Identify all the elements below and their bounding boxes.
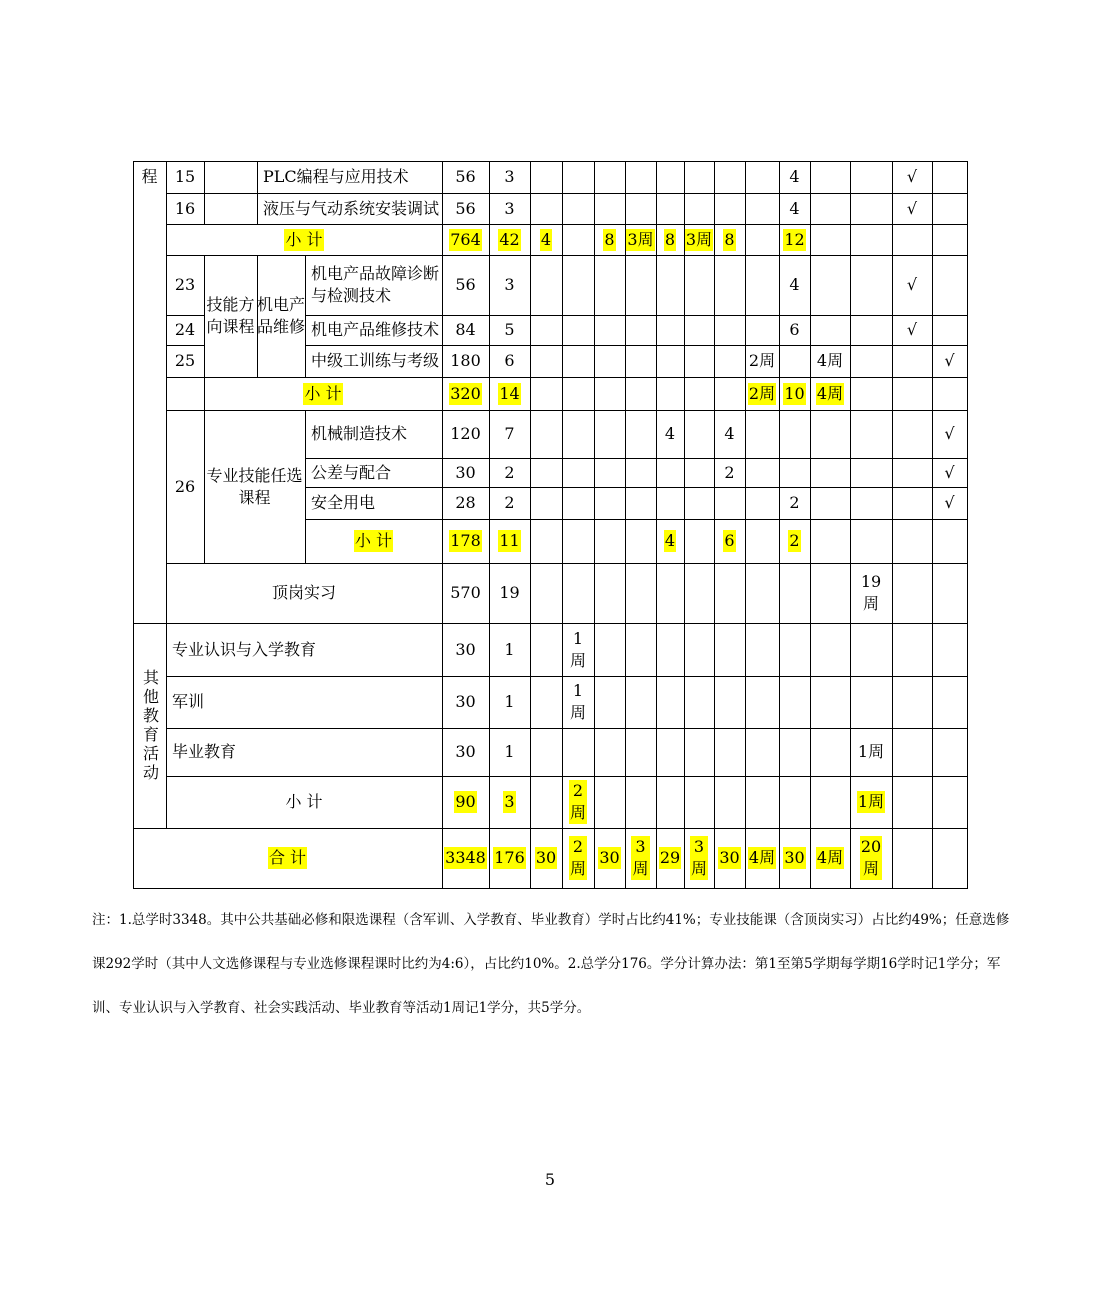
cell-c-24-hrs	[442, 315, 489, 345]
cell-text: 4周	[816, 383, 844, 403]
cell-text: 42	[499, 229, 520, 249]
cell-c-15-name	[257, 161, 442, 193]
cell-text: 小 计	[304, 383, 342, 403]
cell-c-intern-cr	[489, 563, 530, 623]
cell-text: √	[944, 424, 955, 443]
cell-c-orient-cr	[489, 623, 530, 676]
cell-text: 26	[174, 476, 196, 496]
cell-text: 1	[504, 692, 515, 711]
cell-text: 顶岗实习	[271, 583, 336, 602]
cell-text: 合 计	[268, 848, 307, 867]
cell-text: 30	[719, 848, 740, 867]
cell-text: 10	[784, 383, 805, 403]
cell-text: 15	[174, 167, 196, 186]
cell-c-orient-hrs	[442, 623, 489, 676]
cell-c-25	[166, 345, 204, 377]
cell-c-safe-s5a	[779, 487, 810, 519]
cell-sub2-label	[204, 377, 442, 410]
cell-text: 30	[784, 848, 805, 867]
cell-c-25-s4b	[745, 345, 779, 377]
cell-tot-s1b	[562, 828, 594, 888]
cell-text: 2	[789, 531, 800, 550]
cell-c-mil-cr	[489, 676, 530, 728]
cell-c-24-name	[305, 315, 442, 345]
cell-text: 3 周	[690, 837, 707, 878]
cell-text: 90	[455, 792, 476, 811]
cell-c-23-name	[305, 255, 442, 315]
cell-text: 24	[174, 320, 196, 339]
cell-c-25-name	[305, 345, 442, 377]
cell-tot-s2a	[594, 828, 625, 888]
cell-c-23-exam	[892, 255, 932, 315]
cell-text: 2周	[748, 383, 776, 403]
cell-c-safe-chk	[932, 487, 967, 519]
cell-sub1-s3a	[656, 224, 684, 255]
cell-text: 30	[599, 848, 620, 867]
cell-sub4-cr	[489, 776, 530, 828]
cell-c-25-s5b	[810, 345, 850, 377]
cell-text: 公差与配合	[311, 462, 392, 482]
cell-text: 120	[450, 424, 481, 443]
cell-text: 56	[455, 167, 476, 186]
cell-c-other	[133, 623, 166, 828]
cell-text: 19 周	[860, 572, 882, 613]
cell-text: 30	[455, 639, 476, 659]
cell-c-skill-dir	[204, 255, 257, 377]
cell-text: 4	[540, 229, 552, 249]
cell-sub2-s5b	[810, 377, 850, 410]
cell-c-intern	[166, 563, 442, 623]
cell-tot-s1a	[530, 828, 562, 888]
cell-text: 液压与气动系统安装调试	[263, 198, 440, 218]
cell-c-16-cr	[489, 193, 530, 224]
cell-c-tol-s4a	[714, 458, 745, 487]
cell-sub4-hrs	[442, 776, 489, 828]
cell-c-16-exam	[892, 193, 932, 224]
cell-text: 机械制造技术	[311, 424, 408, 443]
cell-text: 4	[789, 167, 800, 186]
cell-text: 20 周	[860, 837, 882, 878]
cell-c-15-hrs	[442, 161, 489, 193]
cell-c-25-cr	[489, 345, 530, 377]
cell-c-16-s5	[779, 193, 810, 224]
cell-text: 320	[450, 383, 481, 403]
cell-c-mil-hrs	[442, 676, 489, 728]
cell-c-orient	[166, 623, 442, 676]
cell-c-mfg-s4a	[714, 410, 745, 458]
cell-text: 2 周	[569, 781, 586, 822]
cell-c-16-hrs	[442, 193, 489, 224]
cell-text: 6	[789, 320, 800, 339]
cell-text: 1周	[857, 792, 885, 811]
cell-tot-s5b	[810, 828, 850, 888]
cell-c-16-name	[257, 193, 442, 224]
cell-text: 14	[499, 383, 520, 403]
cell-c-orient-s1b	[562, 623, 594, 676]
cell-c-safe-hrs	[442, 487, 489, 519]
cell-text: 3	[504, 275, 515, 294]
cell-text: 570	[450, 583, 481, 602]
cell-sub1-hrs	[442, 224, 489, 255]
cell-text: 1周	[857, 742, 885, 761]
cell-c-tol-cr	[489, 458, 530, 487]
cell-c-26	[166, 410, 204, 563]
cell-c-23-hrs	[442, 255, 489, 315]
cell-text: PLC编程与应用技术	[263, 167, 409, 186]
cell-text: 2周	[748, 351, 776, 370]
cell-text: 56	[455, 198, 476, 218]
cell-text: 16	[174, 198, 196, 218]
cell-text: 1 周	[569, 628, 586, 670]
cell-c-grad	[166, 728, 442, 776]
cell-sub2-s5a	[779, 377, 810, 410]
cell-text: 军训	[172, 692, 205, 711]
cell-text: 2	[724, 462, 735, 482]
cell-text: 178	[450, 531, 481, 550]
cell-text: 23	[174, 275, 196, 294]
cell-tot-s6	[850, 828, 892, 888]
cell-c-15-exam	[892, 161, 932, 193]
cell-text: 3	[504, 792, 515, 811]
cell-text: 安全用电	[311, 493, 376, 512]
cell-text: 56	[455, 275, 476, 294]
cell-c-grad-hrs	[442, 728, 489, 776]
cell-text: 180	[450, 351, 481, 370]
cell-text: √	[906, 198, 918, 218]
cell-tot-hrs	[442, 828, 489, 888]
cell-text: 2 周	[569, 837, 586, 878]
cell-c-mfg-s3a	[656, 410, 684, 458]
cell-text: 1	[504, 639, 515, 659]
cell-text: 中级工训练与考级	[311, 351, 440, 370]
cell-text: 30	[455, 742, 476, 761]
cell-sub3-label	[305, 519, 442, 563]
cell-sub1-s3b	[684, 224, 714, 255]
cell-tot-s4a	[714, 828, 745, 888]
cell-c-intern-s6	[850, 563, 892, 623]
cell-text: 28	[455, 493, 476, 512]
cell-text: 25	[174, 351, 196, 370]
cell-c-grad-s6	[850, 728, 892, 776]
cell-c-mfg-cr	[489, 410, 530, 458]
cell-text: 6	[724, 531, 735, 550]
cell-text: 30	[535, 848, 557, 867]
cell-sub1-s2b	[625, 224, 656, 255]
cell-c-15-cr	[489, 161, 530, 193]
cell-text: √	[906, 320, 918, 339]
cell-sub1-s2a	[594, 224, 625, 255]
cell-text: √	[944, 493, 955, 512]
cell-text: √	[906, 275, 918, 294]
cell-text: 专业技能任选 课程	[206, 465, 303, 507]
cell-text: 3	[504, 198, 515, 218]
cell-tot-s3b	[684, 828, 714, 888]
cell-c-tol-chk	[932, 458, 967, 487]
cell-text: 1 周	[569, 681, 586, 722]
cell-text: √	[906, 167, 918, 186]
cell-text: 4	[724, 424, 735, 443]
cell-text: √	[944, 351, 955, 370]
cell-c-25-chk	[932, 345, 967, 377]
cell-tot-label	[133, 828, 442, 888]
cell-sub1-s1	[530, 224, 562, 255]
cell-text: 3周	[627, 229, 654, 249]
cell-text: 7	[504, 424, 515, 443]
cell-text: 4	[664, 531, 676, 550]
cell-c-mil-s1b	[562, 676, 594, 728]
cell-text: 毕业教育	[172, 742, 237, 761]
cell-text: 5	[504, 320, 515, 339]
cell-text: 11	[499, 531, 520, 550]
cell-c-mfg-name	[305, 410, 442, 458]
page-number: 5	[544, 1170, 556, 1189]
cell-sub4-label	[166, 776, 442, 828]
cell-c-safe-name	[305, 487, 442, 519]
cell-sub1-s5a	[779, 224, 810, 255]
cell-c-23-cr	[489, 255, 530, 315]
cell-c-safe-cr	[489, 487, 530, 519]
cell-text: 19	[499, 583, 520, 602]
cell-sub2-s4b	[745, 377, 779, 410]
cell-text: 12	[784, 229, 805, 249]
cell-c-25-hrs	[442, 345, 489, 377]
cell-text: 机电产 品维修	[257, 295, 306, 336]
cell-text: 4周	[816, 848, 844, 867]
cell-text: 8	[604, 229, 615, 249]
cell-text: 2	[504, 493, 515, 512]
cell-sub3-s4a	[714, 519, 745, 563]
cell-text: 4周	[816, 351, 844, 370]
cell-text: 8	[664, 229, 676, 249]
cell-text: 其他教育活动	[140, 668, 160, 783]
cell-text: 3 周	[632, 837, 649, 878]
cell-sub2-hrs	[442, 377, 489, 410]
cell-text: 小 计	[285, 229, 323, 249]
cell-text: 29	[659, 848, 681, 867]
cell-text: 3348	[445, 848, 486, 867]
cell-text: 3周	[685, 229, 713, 249]
cell-c-24-s5	[779, 315, 810, 345]
cell-c-24-cr	[489, 315, 530, 345]
cell-text: 4周	[748, 848, 776, 867]
cell-c-23-s5	[779, 255, 810, 315]
cell-tot-s2b	[625, 828, 656, 888]
cell-sub4-s6	[850, 776, 892, 828]
cell-text: 程	[141, 167, 158, 186]
cell-c-mfg-chk	[932, 410, 967, 458]
cell-text: 技能方 向课程	[206, 295, 255, 336]
cell-text: 2	[789, 493, 800, 512]
cell-c-24	[166, 315, 204, 345]
cell-tot-s4b	[745, 828, 779, 888]
cell-text: 4	[789, 275, 800, 294]
cell-text: 小 计	[354, 531, 393, 550]
cell-sub3-s5a	[779, 519, 810, 563]
cell-tot-cr	[489, 828, 530, 888]
cell-c-cheng	[133, 161, 166, 193]
cell-text: 3	[504, 167, 515, 186]
cell-c-elective	[204, 410, 305, 563]
cell-text: 4	[664, 424, 676, 443]
cell-text: 6	[504, 351, 515, 370]
cell-c-tol-hrs	[442, 458, 489, 487]
cell-sub1-cr	[489, 224, 530, 255]
cell-sub3-s3a	[656, 519, 684, 563]
cell-c-grad-cr	[489, 728, 530, 776]
cell-text: 4	[789, 198, 800, 218]
table-footnote: 注：1.总学时3348。其中公共基础必修和限选课程（含军训、入学教育、毕业教育）学时占比约41%；专业技能课（含顶岗实习）占比约49%；任意选修课292学时（其中人文选修课程与专业选修课程课时比约为4:6），占比约10%。2.总学分176。学分计算办法：第1至第5学期每学期16学时记1学分；军训、专业认识与入学教育、社会实践活动、毕业教育等活动1周记1学分，共5学分。	[92, 912, 1010, 1016]
cell-text: 764	[450, 229, 481, 249]
cell-sub4-s1b	[562, 776, 594, 828]
cell-c-24-exam	[892, 315, 932, 345]
cell-c-mfg-hrs	[442, 410, 489, 458]
cell-text: 小 计	[285, 792, 323, 811]
cell-c-mil	[166, 676, 442, 728]
cell-sub1-s4a	[714, 224, 745, 255]
cell-text: 专业认识与入学教育	[172, 639, 317, 659]
cell-text: 30	[455, 462, 476, 482]
cell-c-tol-name	[305, 458, 442, 487]
cell-text: 30	[455, 692, 476, 711]
cell-text: 8	[724, 229, 735, 249]
cell-text: 机电产品故障诊断 与检测技术	[311, 264, 440, 305]
cell-c-16	[166, 193, 204, 224]
cell-text: 机电产品维修技术	[311, 320, 440, 339]
cell-tot-s3a	[656, 828, 684, 888]
cell-c-mech-repair	[257, 255, 305, 377]
cell-sub2-cr	[489, 377, 530, 410]
cell-text: √	[944, 462, 955, 482]
cell-sub3-hrs	[442, 519, 489, 563]
cell-c-intern-hrs	[442, 563, 489, 623]
cell-c-23	[166, 255, 204, 315]
cell-c-15-s5	[779, 161, 810, 193]
cell-text: 84	[455, 320, 476, 339]
cell-c-15	[166, 161, 204, 193]
cell-tot-s5a	[779, 828, 810, 888]
cell-text: 2	[504, 462, 515, 482]
cell-sub3-cr	[489, 519, 530, 563]
cell-sub1-label	[166, 224, 442, 255]
cell-text: 176	[494, 848, 525, 867]
cell-text: 1	[504, 742, 515, 761]
